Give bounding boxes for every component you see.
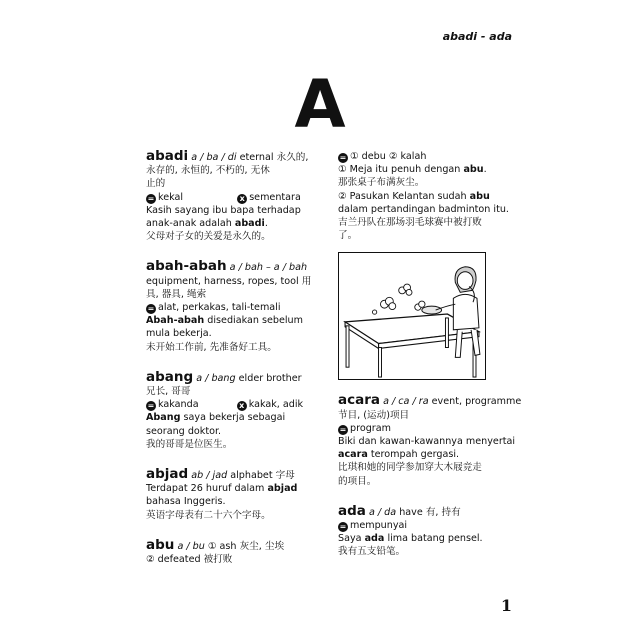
- meaning-zh: 止的: [146, 178, 166, 190]
- entry-ada: [338, 502, 490, 559]
- sense-2: ② defeated: [146, 554, 201, 566]
- syllables: a / da: [368, 506, 397, 518]
- meaning-en: alphabet: [230, 470, 273, 482]
- headword: abadi: [146, 148, 189, 164]
- syllables: a / bang: [196, 372, 236, 384]
- sense-2-zh: 被打败: [203, 554, 233, 566]
- example-ms: saya bekerja sebagai: [180, 412, 286, 424]
- example-zh: 吉兰丹队在那场羽毛球赛中被打败: [338, 217, 482, 229]
- meaning-zh: 永久的,: [276, 152, 309, 163]
- sense-1-zh: 灰尘, 尘埃: [239, 540, 285, 552]
- example-ms: seorang doktor.: [146, 425, 222, 437]
- example-ms: Kasih sayang ibu bapa terhadap: [146, 204, 301, 216]
- punctuation: .: [483, 164, 487, 176]
- table-leg: [346, 326, 349, 367]
- syllables: ab / jad: [191, 470, 228, 482]
- synonym-icon: [338, 522, 348, 532]
- headword: abang: [146, 368, 194, 385]
- synonym: kakanda: [158, 399, 199, 411]
- girl-wiping-table-illustration: [339, 253, 485, 379]
- synonym-icon: [146, 401, 156, 411]
- headword: abah-abah: [146, 258, 227, 275]
- illustration-dusty-table: [338, 252, 486, 380]
- punctuation: .: [264, 218, 268, 230]
- syllables: a / bah – a / bah: [229, 262, 308, 274]
- synonym-icon: [338, 153, 348, 163]
- meaning-zh: 有, 持有: [425, 506, 461, 518]
- antonym-icon: [237, 194, 247, 204]
- example-keyword: acara: [338, 449, 368, 461]
- example-zh: 父母对子女的关爱是永久的。: [146, 231, 271, 243]
- table-leg: [379, 348, 382, 378]
- meaning-en: elder brother: [238, 372, 302, 384]
- example-ms: dalam pertandingan badminton itu.: [338, 203, 509, 215]
- example-ms: ① Meja itu penuh dengan: [338, 164, 464, 176]
- entry-acara: [338, 392, 522, 487]
- girl-figure: [436, 267, 480, 358]
- table-leg: [445, 318, 448, 348]
- example-ms: mula bekerja.: [146, 328, 212, 340]
- example-keyword: abjad: [267, 483, 298, 495]
- example-ms: Saya: [338, 533, 365, 545]
- syllables: a / ca / ra: [383, 396, 429, 408]
- meaning-en: have: [399, 506, 423, 518]
- headword: abu: [146, 536, 175, 553]
- meaning-zh: 永存的, 永恒的, 不朽的, 无休: [146, 165, 270, 177]
- example-ms: disediakan sebelum: [204, 315, 303, 327]
- right-column: [338, 150, 522, 576]
- meaning-zh: 用: [301, 275, 312, 287]
- entry-abu-continued: [338, 150, 509, 242]
- synonym-icon: [338, 425, 348, 435]
- synonym: ① debu ② kalah: [350, 151, 427, 162]
- synonym: mempunyai: [350, 520, 408, 532]
- example-zh: 未开始工作前, 先准备好工具。: [146, 341, 277, 353]
- synonym: alat, perkakas, tali-temali: [158, 302, 281, 314]
- antonym-icon: [237, 401, 247, 411]
- synonym: program: [350, 422, 391, 434]
- sense-1: ① ash: [207, 540, 237, 552]
- page-number: 1: [500, 596, 512, 615]
- antonym: sementara: [249, 191, 301, 203]
- example-keyword: ada: [364, 533, 385, 545]
- example-zh: 比琪和她的同学参加穿大木屐竞走: [338, 462, 482, 474]
- dust-clouds: [372, 284, 425, 314]
- example-zh: 的项目。: [338, 475, 377, 487]
- example-zh: 我的哥哥是位医生。: [146, 438, 233, 450]
- meaning-zh: 具, 器具, 绳索: [146, 288, 207, 300]
- left-column: [146, 150, 330, 583]
- example-ms: Terdapat 26 huruf dalam: [146, 483, 268, 495]
- entry-abah-abah: [146, 260, 330, 353]
- example-zh: 我有五支铅笔。: [338, 546, 406, 558]
- meaning-zh: 字母: [275, 470, 295, 482]
- meaning-zh: 节目, (运动)项目: [338, 409, 410, 421]
- meaning-en: eternal: [239, 152, 274, 163]
- running-head: abadi - ada: [442, 30, 512, 43]
- headword: abjad: [146, 466, 189, 483]
- example-ms: lima batang pensel.: [384, 533, 483, 545]
- feather-duster: [422, 307, 442, 315]
- headword: acara: [338, 392, 380, 409]
- example-ms: ② Pasukan Kelantan sudah: [338, 190, 470, 202]
- example-keyword: abu: [463, 164, 484, 176]
- example-zh: 那张桌子布满灰尘。: [338, 177, 425, 189]
- section-letter: A: [294, 66, 346, 143]
- example-keyword: abu: [469, 190, 490, 202]
- synonym-icon: [146, 194, 156, 204]
- example-keyword: Abah-abah: [146, 315, 205, 327]
- example-ms: terompah gergasi.: [367, 449, 460, 461]
- synonym: kekal: [158, 191, 184, 203]
- entry-abadi: [146, 150, 330, 243]
- meaning-en: event, programme: [431, 396, 522, 408]
- meaning-en: equipment, harness, ropes, tool: [146, 275, 299, 287]
- meaning-zh: 兄长, 哥哥: [146, 386, 191, 398]
- entry-abang: [146, 368, 330, 451]
- example-ms: anak-anak adalah: [146, 218, 232, 230]
- example-keyword: Abang: [146, 412, 181, 424]
- headword: ada: [338, 502, 366, 519]
- entry-abu: [146, 536, 330, 566]
- syllables: a / bu: [177, 540, 205, 552]
- example-keyword: abadi: [234, 218, 265, 230]
- example-zh: 英语字母表有二十六个字母。: [146, 509, 271, 521]
- entry-abjad: [146, 468, 330, 522]
- example-zh: 了。: [338, 230, 358, 242]
- synonym-icon: [146, 304, 156, 314]
- antonym: kakak, adik: [248, 399, 304, 411]
- syllables: a / ba / di: [191, 152, 237, 163]
- example-ms: Biki dan kawan-kawannya menyertai: [338, 436, 516, 448]
- example-ms: bahasa Inggeris.: [146, 496, 226, 508]
